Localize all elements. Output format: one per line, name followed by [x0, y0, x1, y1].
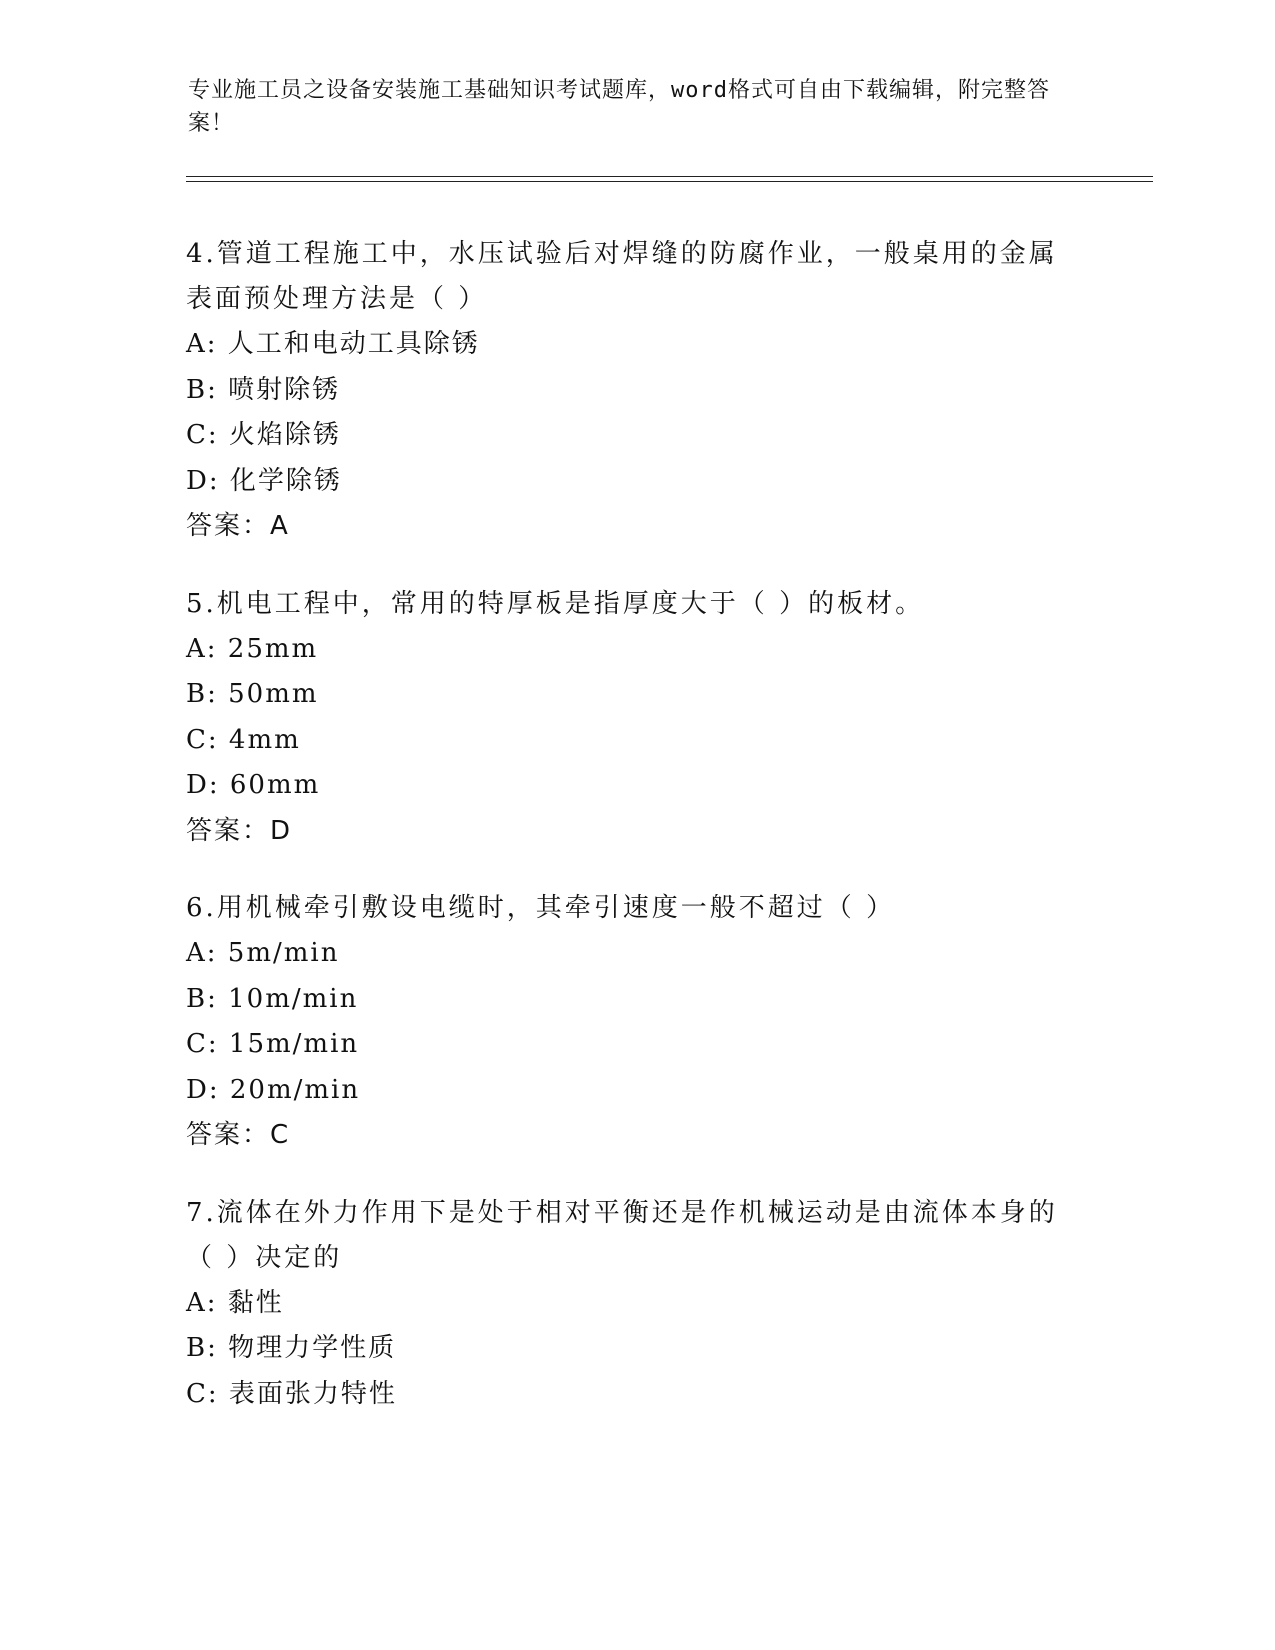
document-header: 专业施工员之设备安装施工基础知识考试题库，word格式可自由下载编辑，附完整答案！: [188, 78, 1050, 136]
answer: 答案：D: [186, 815, 293, 846]
question-text: 6.用机械牵引敷设电缆时，其牵引速度一般不超过（ ）: [186, 893, 896, 923]
option-a: A: 人工和电动工具除锈: [186, 329, 480, 359]
option-d: D: 20m/min: [186, 1074, 361, 1105]
question-5: [186, 582, 1076, 855]
question-4: [186, 232, 1076, 550]
option-c: C: 火焰除锈: [186, 420, 341, 450]
option-c: C: 表面张力特性: [186, 1378, 397, 1409]
question-text: 5.机电工程中，常用的特厚板是指厚度大于（ ）的板材。: [186, 588, 925, 619]
option-c: C: 15m/min: [186, 1029, 360, 1059]
option-b: B: 物理力学性质: [186, 1333, 397, 1363]
option-d: D: 60mm: [186, 770, 321, 800]
question-6: [186, 886, 1076, 1159]
option-a: A: 5m/min: [186, 938, 340, 968]
question-text: 7.流体在外力作用下是处于相对平衡还是作机械运动是由流体本身的（ ）决定的: [186, 1197, 1058, 1273]
header-divider-bottom: [186, 181, 1153, 182]
option-c: C: 4mm: [186, 724, 301, 755]
option-b: B: 50mm: [186, 679, 319, 709]
option-a: A: 黏性: [186, 1287, 284, 1318]
answer: 答案：A: [186, 511, 290, 541]
option-b: B: 喷射除锈: [186, 374, 341, 405]
option-d: D: 化学除锈: [186, 465, 342, 496]
question-7: [186, 1191, 1076, 1418]
header-divider-top: [186, 176, 1153, 177]
question-list: [186, 232, 1076, 1449]
option-b: B: 10m/min: [186, 983, 359, 1014]
option-a: A: 25mm: [186, 633, 319, 664]
question-text: 4.管道工程施工中，水压试验后对焊缝的防腐作业，一般桌用的金属表面预处理方法是（ ）: [186, 239, 1058, 314]
answer: 答案：C: [186, 1120, 291, 1150]
